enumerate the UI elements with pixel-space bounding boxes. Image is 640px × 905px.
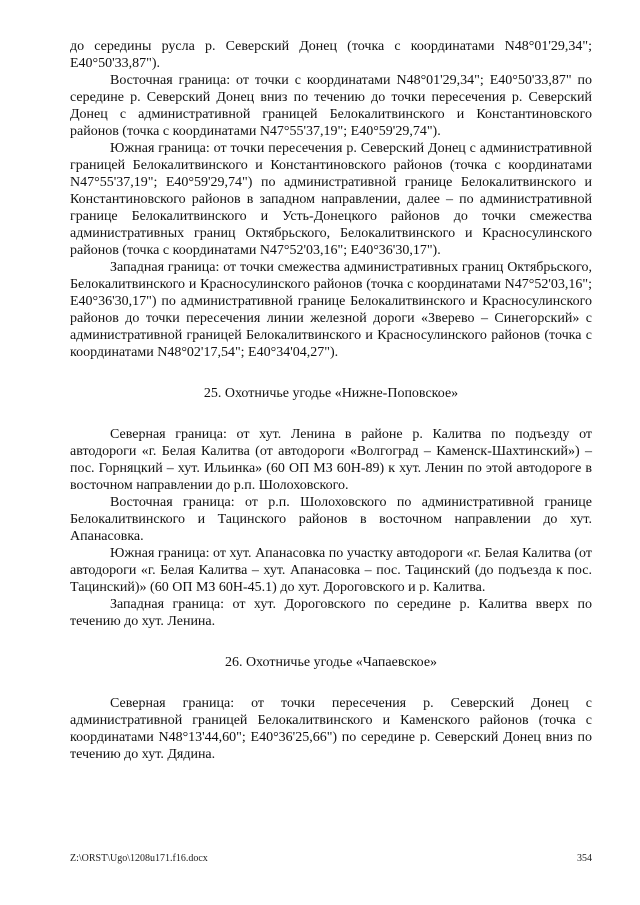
document-page (70, 38, 592, 763)
section-25-east-border: Восточная граница: от р.п. Шолоховского по административной границе Белокалитвинского и Тацинского районов в восточном направлении до хут. Апанасовка. (70, 495, 592, 544)
east-border-paragraph: Восточная граница: от точки с координатами N48°01'29,34"; E40°50'33,87" по середине р. Северский Донец вниз по течению до точки пересечения р. Северский Донец с административной границей Белокалитвинского и Константиновского районов (точка с координатами N47°55'37,19"; E40°59'29,74"). (70, 73, 592, 139)
section-25-north-border: Северная граница: от хут. Ленина в районе р. Калитва по подъезду от автодороги «г. Белая Калитва (от автодороги «Волгоград – Каменск-Шахтинский») – пос. Горняцкий – хут. Ильинка» (60 ОП МЗ 60Н-89) к хут. Ленин по этой автодороге в восточном направлении до р.п. Шолоховского. (70, 427, 592, 493)
section-25-south-border: Южная граница: от хут. Апанасовка по участку автодороги «г. Белая Калитва (от автодороги «г. Белая Калитва – хут. Апанасовка – пос. Тацинский (до подъезда к пос. Тацинский)» (60 ОП МЗ 60Н-45.1) до хут. Дороговского и р. Калитва. (70, 546, 592, 595)
footer-file-path: Z:\ORST\Ugo\1208u171.f16.docx (70, 853, 208, 864)
section-25-title: 25. Охотничье угодье «Нижне-Поповское» (203, 386, 459, 401)
page-footer (70, 853, 592, 865)
footer-page-number: 354 (577, 853, 592, 864)
continuation-paragraph: до середины русла р. Северский Донец (точка с координатами N48°01'29,34"; E40°50'33,87"). (70, 39, 592, 71)
section-26-title: 26. Охотничье угодье «Чапаевское» (224, 655, 438, 670)
west-border-paragraph: Западная граница: от точки смежества административных границ Октябрьского, Белокалитвинского и Красносулинского районов (точка с координатами N47°52'03,16"; E40°36'30,17") по административной границе Белокалитвинского и Красносулинского районов до точки пересечения линии железной дороги «Зверево – Синегорский» с административной границей Белокалитвинского и Красносулинского районов (точка с координатами N48°02'17,54"; E40°34'04,27"). (70, 260, 592, 360)
section-25-west-border: Западная граница: от хут. Дороговского по середине р. Калитва вверх по течению до хут. Ленина. (70, 597, 592, 629)
south-border-paragraph: Южная граница: от точки пересечения р. Северский Донец с административной границей Белокалитвинского и Константиновского районов (точка с координатами N47°55'37,19"; E40°59'29,74") по административной границе Белокалитвинского и Константиновского районов в западном направлении, далее – по административной границе Белокалитвинского и Усть-Донецкого районов до точки смежества административных границ Октябрьского, Белокалитвинского и Красносулинского районов (точка с координатами N47°52'03,16"; E40°36'30,17"). (70, 141, 592, 258)
section-26-north-border: Северная граница: от точки пересечения р. Северский Донец с административной границей Белокалитвинского и Каменского районов (точка с координатами N48°13'44,60"; E40°36'25,66") по середине р. Северский Донец вниз по течению до хут. Дядина. (70, 696, 592, 762)
